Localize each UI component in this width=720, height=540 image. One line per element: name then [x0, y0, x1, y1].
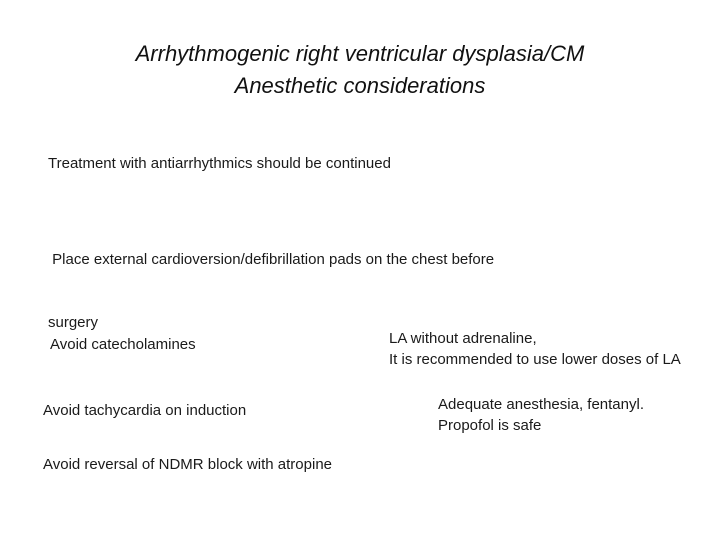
- pads-line-1: Place external cardioversion/defibrillation pads on the chest before: [48, 251, 495, 268]
- antiarrhythmics-text: [48, 153, 391, 174]
- anesthesia-note-line-2: Propofol is safe: [438, 417, 542, 434]
- antiarrhythmics-line: Treatment with antiarrhythmics should be continued: [48, 155, 391, 172]
- catecholamines-line: Avoid catecholamines: [50, 336, 196, 353]
- la-note-line-1: LA without adrenaline,: [389, 330, 537, 347]
- title-line-2: Anesthetic considerations: [234, 73, 486, 98]
- slide-title: [40, 38, 680, 102]
- reversal-line: Avoid reversal of NDMR block with atropine: [43, 456, 333, 473]
- reversal-text: [43, 454, 332, 475]
- title-line-1: Arrhythmogenic right ventricular dysplasia/CM: [135, 41, 585, 66]
- tachycardia-line: Avoid tachycardia on induction: [43, 402, 247, 419]
- anesthesia-note-line-1: Adequate anesthesia, fentanyl.: [438, 396, 644, 413]
- la-note-line-2: It is recommended to use lower doses of LA: [389, 351, 681, 368]
- la-note: [389, 328, 681, 370]
- catecholamines-text: [50, 334, 196, 355]
- tachycardia-text: [43, 400, 246, 421]
- anesthesia-note: [438, 394, 644, 436]
- pads-line-2: surgery: [48, 314, 99, 331]
